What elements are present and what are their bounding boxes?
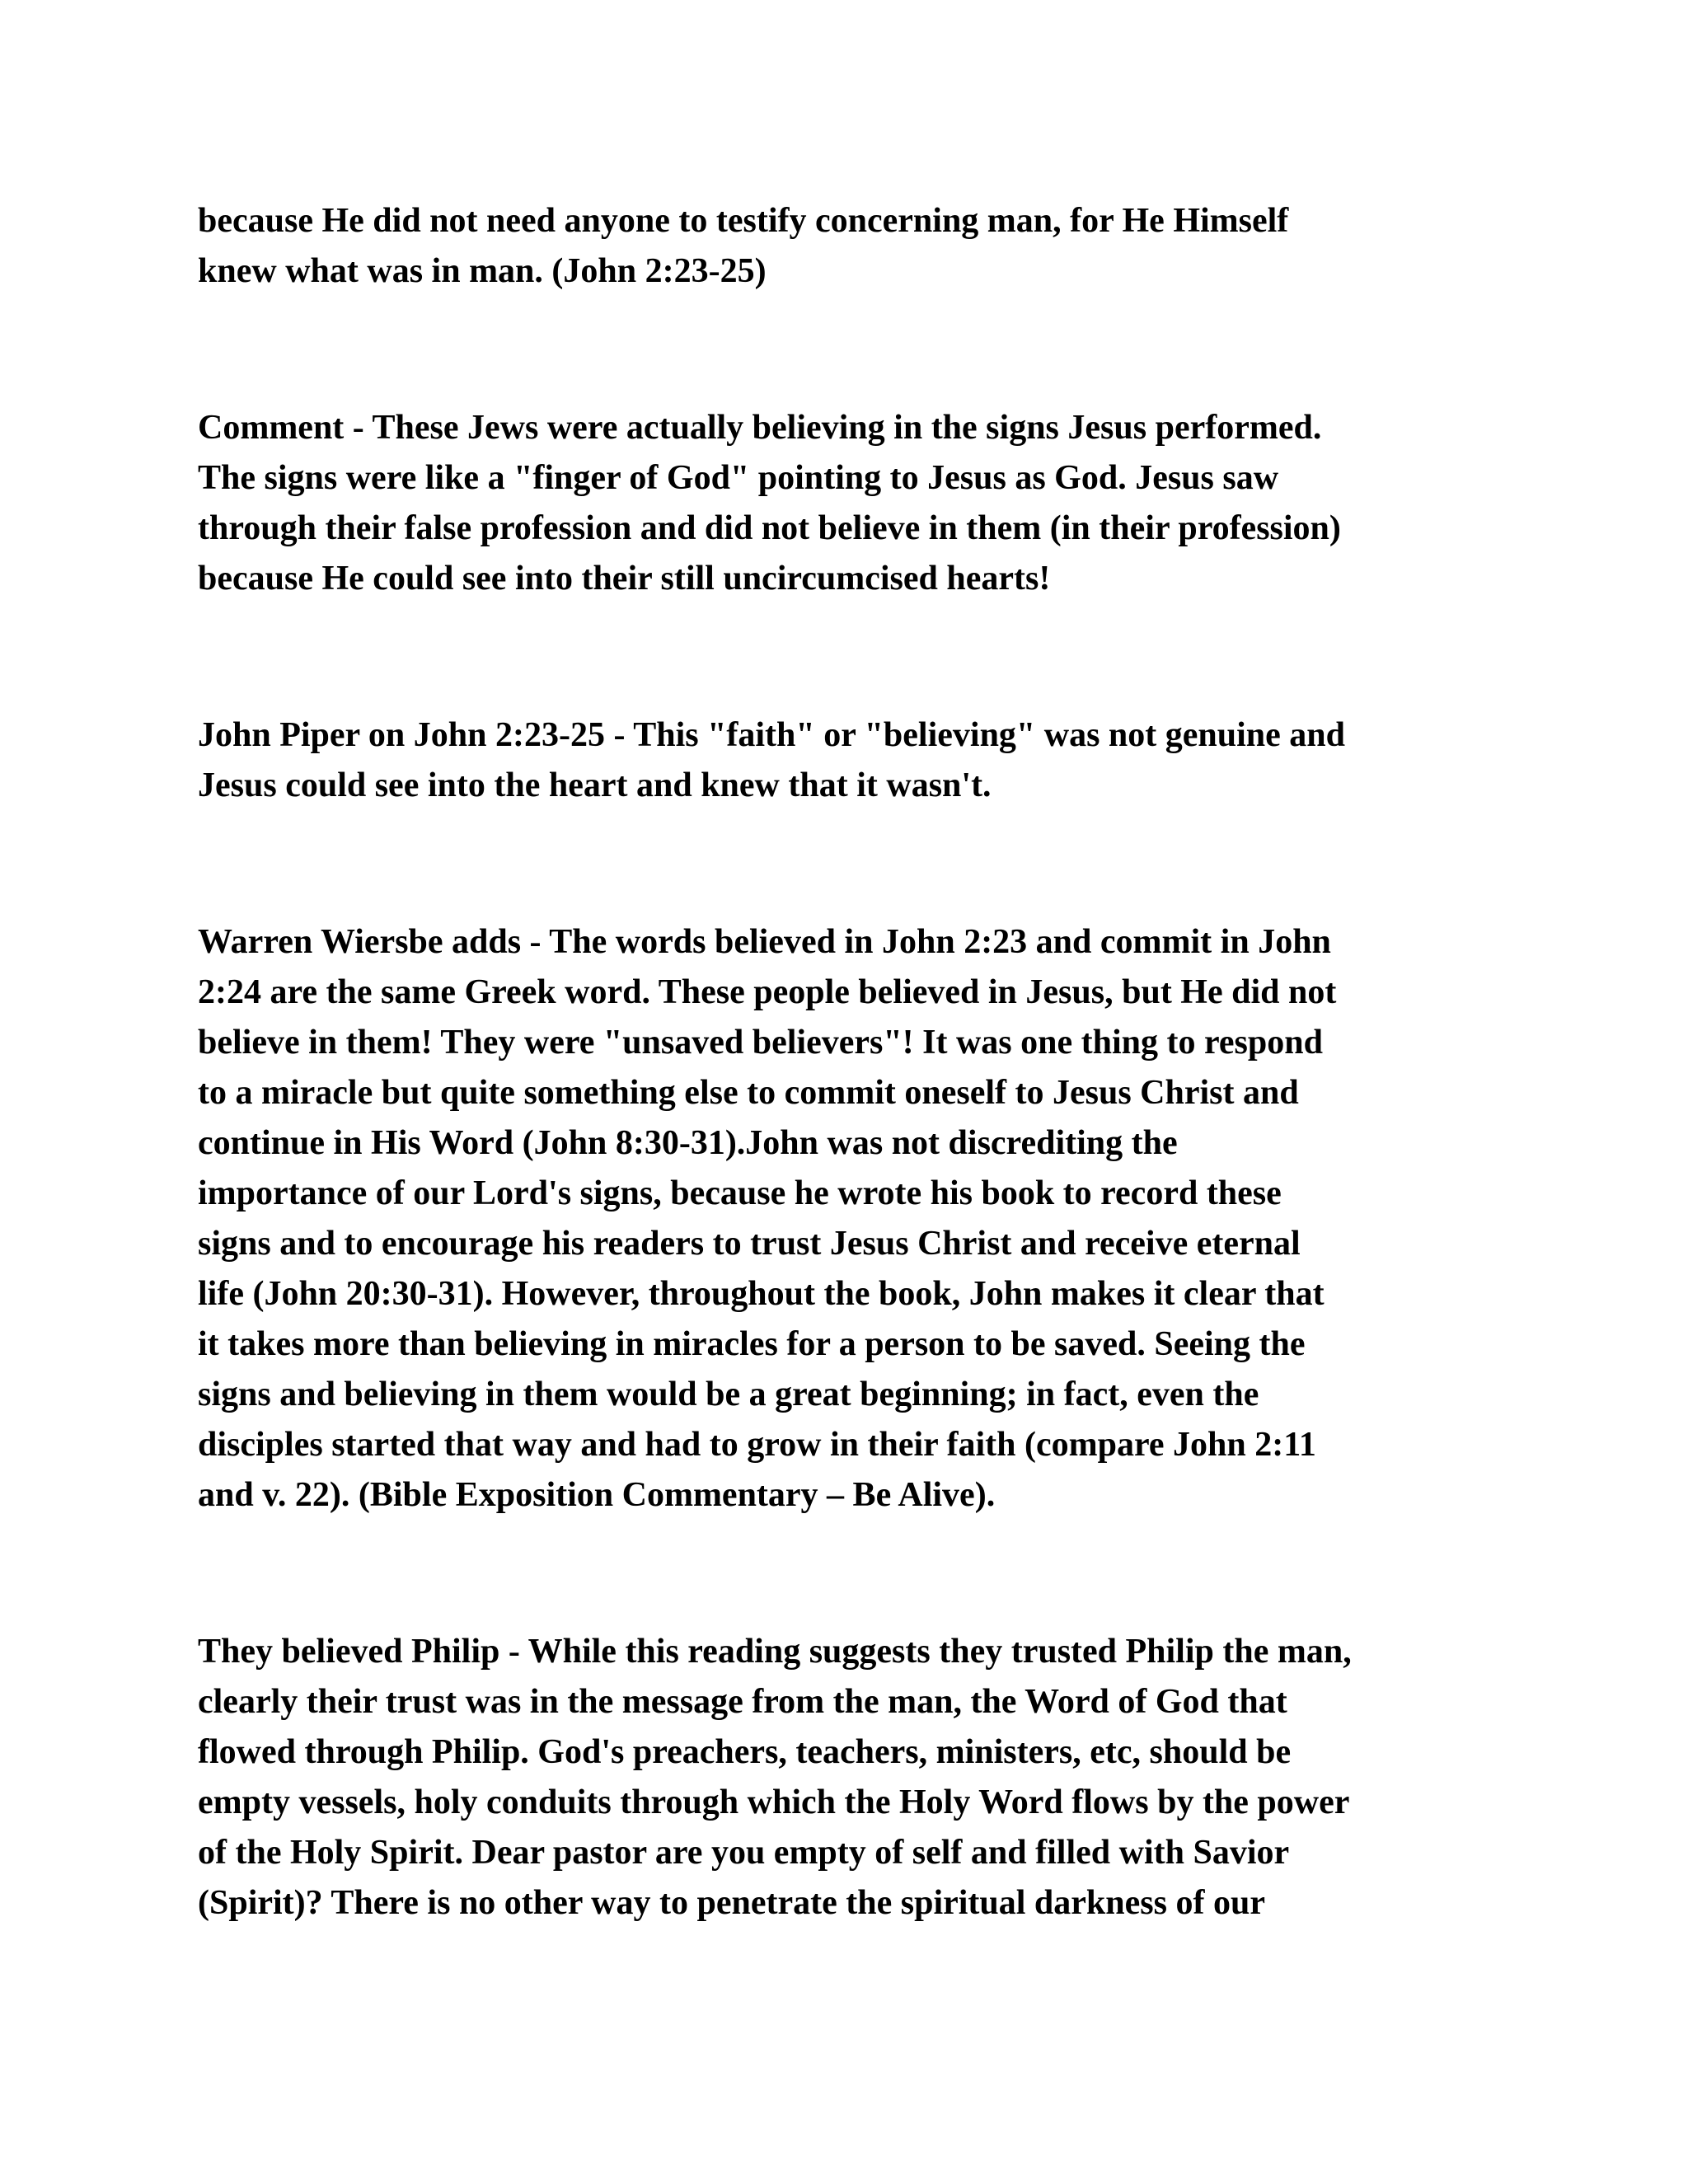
text-line: because He could see into their still uncircumcised hearts! <box>198 560 1051 598</box>
text-line: They believed Philip - While this reading suggests they trusted Philip the man, <box>198 1633 1352 1671</box>
text-line: 2:24 are the same Greek word. These people believed in Jesus, but He did not <box>198 973 1337 1011</box>
text-line: and v. 22). (Bible Exposition Commentary – Be Alive). <box>198 1476 996 1514</box>
text-line: of the Holy Spirit. Dear pastor are you empty of self and filled with Savior <box>198 1834 1290 1872</box>
text-line: importance of our Lord's signs, because he wrote his book to record these <box>198 1174 1282 1212</box>
text-line: flowed through Philip. God's preachers, teachers, ministers, etc, should be <box>198 1733 1292 1771</box>
paragraph-gap <box>198 297 1517 403</box>
text-line: (Spirit)? There is no other way to penetrate the spiritual darkness of our <box>198 1884 1265 1922</box>
paragraph-warren-wiersbe <box>198 917 1517 1521</box>
text-line: Jesus could see into the heart and knew that it wasn't. <box>198 766 992 804</box>
paragraph-john-2-23-25-quote <box>198 196 1517 297</box>
text-line: disciples started that way and had to grow in their faith (compare John 2:11 <box>198 1426 1316 1464</box>
text-line: empty vessels, holy conduits through which the Holy Word flows by the power <box>198 1783 1350 1821</box>
text-line: signs and believing in them would be a great beginning; in fact, even the <box>198 1376 1259 1413</box>
text-line: The signs were like a "finger of God" pointing to Jesus as God. Jesus saw <box>198 459 1279 497</box>
text-line: through their false profession and did not believe in them (in their profession) <box>198 509 1341 547</box>
document-page <box>198 196 1517 1929</box>
text-line: Comment - These Jews were actually believing in the signs Jesus performed. <box>198 409 1322 447</box>
text-line: it takes more than believing in miracles for a person to be saved. Seeing the <box>198 1325 1306 1363</box>
text-line: knew what was in man. (John 2:23-25) <box>198 252 767 290</box>
paragraph-gap <box>198 811 1517 917</box>
text-line: clearly their trust was in the message from the man, the Word of God that <box>198 1683 1287 1721</box>
paragraph-gap <box>198 604 1517 710</box>
text-line: John Piper on John 2:23-25 - This "faith" or "believing" was not genuine and <box>198 716 1346 754</box>
text-line: to a miracle but quite something else to commit oneself to Jesus Christ and <box>198 1074 1299 1112</box>
text-line: life (John 20:30-31). However, throughout the book, John makes it clear that <box>198 1275 1325 1313</box>
paragraph-gap <box>198 1521 1517 1627</box>
text-line: signs and to encourage his readers to trust Jesus Christ and receive eternal <box>198 1225 1301 1263</box>
paragraph-comment <box>198 403 1517 604</box>
text-line: because He did not need anyone to testify concerning man, for He Himself <box>198 202 1289 240</box>
paragraph-they-believed-philip <box>198 1627 1517 1929</box>
text-line: Warren Wiersbe adds - The words believed in John 2:23 and commit in John <box>198 923 1331 961</box>
text-line: believe in them! They were "unsaved believers"! It was one thing to respond <box>198 1024 1323 1062</box>
paragraph-john-piper <box>198 710 1517 811</box>
text-line: continue in His Word (John 8:30-31).John was not discrediting the <box>198 1124 1178 1162</box>
